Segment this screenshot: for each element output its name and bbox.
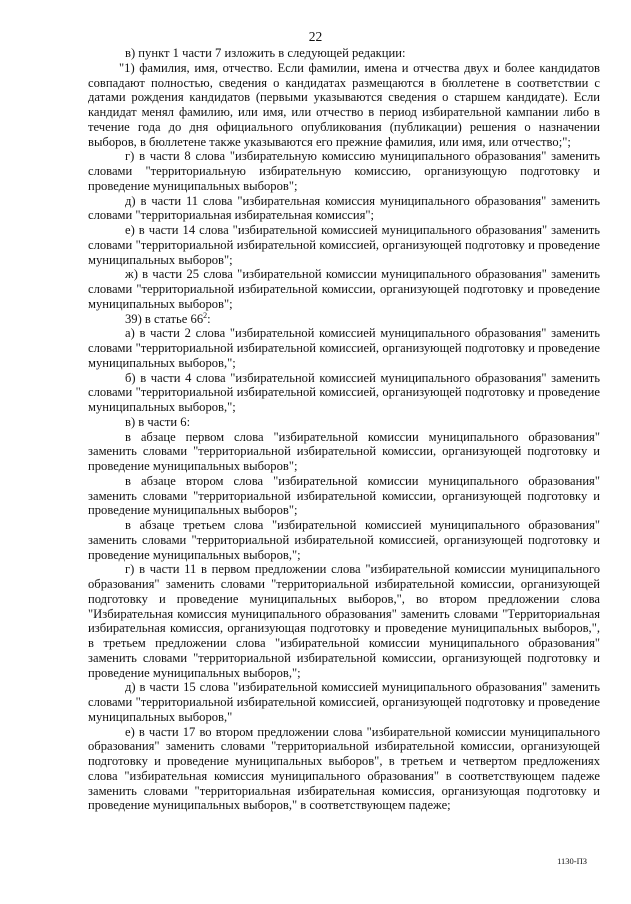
- paragraph: б) в части 4 слова "избирательной комиссией муниципального образования" заменить словами "территориальной избирательной комиссией, организующей подготовку и проведение муниципальных выборов,";: [88, 370, 600, 414]
- paragraph: г) в части 11 в первом предложении слова "избирательной комиссии муниципального образования" заменить словами "территориальной избирательной комиссии, организующей подготовку и проведение муниципальных выборов,", во втором предложении слова "Избирательная комиссия муниципального образования" заменить словами "Территориальная избирательная комиссия, организующая подготовку и проведение муниципальных выборов,", в третьем предложении слова "избирательной комиссии муниципального образования" заменить словами "территориальной избирательной комиссии, организующей подготовку и проведение муниципальных выборов,";: [88, 562, 600, 680]
- paragraph: ж) в части 25 слова "избирательной комиссии муниципального образования" заменить словами "территориальной избирательной комиссии, организующей подготовку и проведение муниципальных выборов";: [88, 267, 600, 311]
- paragraph: в) пункт 1 части 7 изложить в следующей редакции:: [125, 46, 406, 60]
- paragraph: в) в части 6:: [125, 414, 191, 429]
- article-superscript: 2: [203, 310, 208, 320]
- paragraph: е) в части 17 во втором предложении слова "избирательной комиссии муниципального образования" заменить словами "территориальной избирательной комиссии, организующей подготовку и проведение муниципальных выборов", в третьем и четвертом предложениях слова "избирательная комиссия муниципального образования" в соответствующем падеже заменить словами "территориальная избирательная комиссия, организующая подготовку и проведение муниципальных выборов," в соответствующем падеже;: [88, 724, 600, 813]
- paragraph: г) в части 8 слова "избирательную комиссию муниципального образования" заменить словами "территориальную избирательную комиссию, организующую подготовку и проведение муниципальных выборов";: [88, 149, 600, 193]
- paragraph: в абзаце втором слова "избирательной комиссии муниципального образования" заменить словами "территориальной избирательной комиссии, организующей подготовку и проведение муниципальных выборов";: [88, 473, 600, 518]
- document-code: 1130-ПЗ: [557, 856, 587, 866]
- article-heading-suffix: :: [207, 311, 211, 326]
- document-body: [88, 46, 600, 813]
- article-heading: [88, 312, 600, 327]
- paragraph: в абзаце первом слова "избирательной комиссии муниципального образования" заменить словами "территориальной избирательной комиссии, организующей подготовку и проведение муниципальных выборов";: [88, 429, 600, 473]
- paragraph: д) в части 11 слова "избирательная комиссия муниципального образования" заменить словами "территориальная избирательная комиссия";: [88, 193, 600, 223]
- article-heading-text: 39) в статье 66: [125, 311, 204, 326]
- page-number: 22: [308, 29, 323, 44]
- paragraph: "1) фамилия, имя, отчество. Если фамилии, имена и отчества двух и более кандидатов совпадают полностью, сведения о кандидатах размещаются в бюллетене в соответствии с датами рождения кандидатов (первыми указываются сведения о старшем кандидате). Если кандидат менял фамилию, или имя, или отчество в период избирательной кампании либо в течение года до дня официального опубликования (публикации) решения о назначении выборов, в бюллетене также указываются его прежние фамилия, или имя, или отчество;";: [88, 60, 600, 149]
- paragraph: д) в части 15 слова "избирательной комиссией муниципального образования" заменить словами "территориальной избирательной комиссией, организующей подготовку и проведение муниципальных выборов,": [88, 680, 600, 724]
- paragraph: а) в части 2 слова "избирательной комиссией муниципального образования" заменить словами "территориальной избирательной комиссией, организующей подготовку и проведение муниципальных выборов,";: [88, 326, 600, 370]
- paragraph: в абзаце третьем слова "избирательной комиссией муниципального образования" заменить словами "территориальной избирательной комиссией, организующей подготовку и проведение муниципальных выборов,";: [88, 518, 600, 562]
- paragraph: е) в части 14 слова "избирательной комиссией муниципального образования" заменить словами "территориальной избирательной комиссией, организующей подготовку и проведение муниципальных выборов";: [88, 223, 600, 267]
